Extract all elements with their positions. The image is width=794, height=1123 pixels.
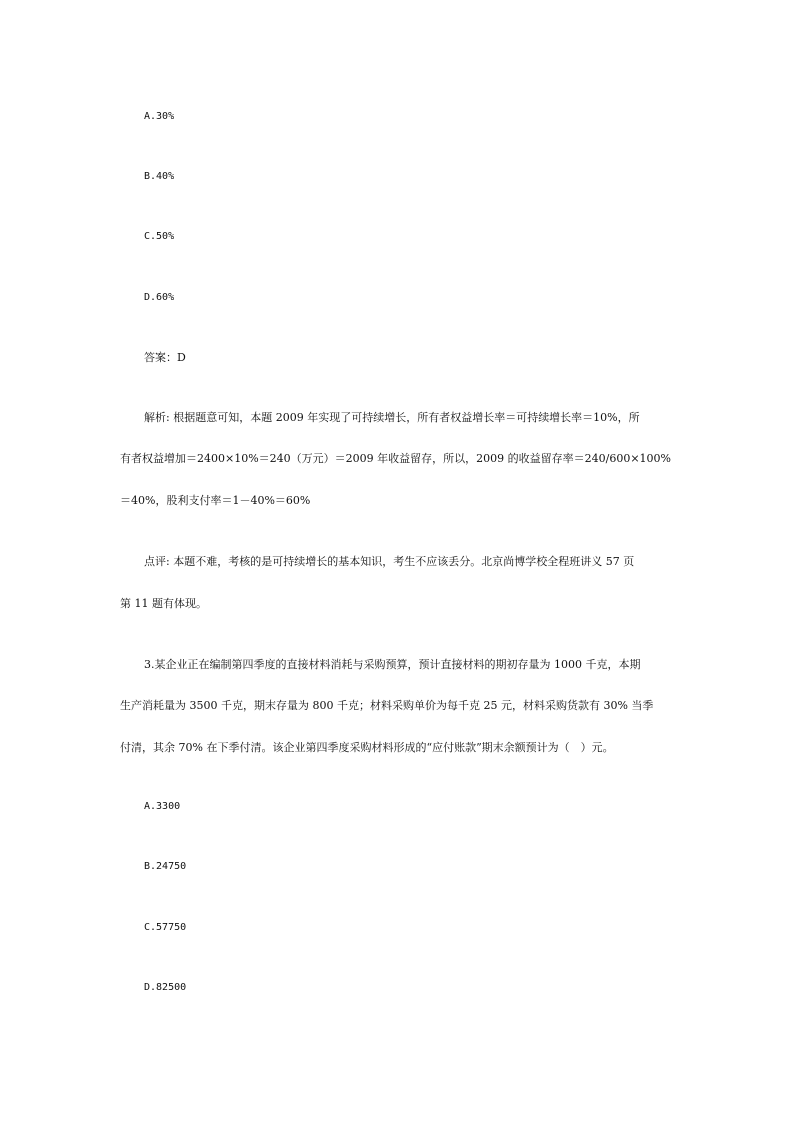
q3-option-c: C.57750 bbox=[144, 922, 187, 933]
q3-stem-line-3: 付清，其余 70% 在下季付清。该企业第四季度采购材料形成的“应付账款”期末余额预计为（ ）元。 bbox=[120, 741, 614, 754]
q3-option-d: D.82500 bbox=[144, 982, 187, 993]
q2-option-a: A.30% bbox=[144, 111, 175, 122]
q2-option-d: D.60% bbox=[144, 292, 175, 303]
q2-analysis-line-3: ＝40%，股利支付率＝1－40%＝60% bbox=[120, 494, 311, 507]
q3-option-a: A.3300 bbox=[144, 801, 181, 812]
q3-stem-line-2: 生产消耗量为 3500 千克，期末存量为 800 千克；材料采购单价为每千克 25 元，材料采购货款有 30% 当季 bbox=[120, 699, 654, 712]
q2-option-c: C.50% bbox=[144, 231, 175, 242]
q2-answer: 答案：D bbox=[144, 351, 186, 364]
q3-stem-line-1: 3.某企业正在编制第四季度的直接材料消耗与采购预算，预计直接材料的期初存量为 1000 千克，本期 bbox=[144, 658, 641, 671]
q3-option-b: B.24750 bbox=[144, 861, 187, 872]
q2-comment-line-2: 第 11 题有体现。 bbox=[120, 597, 207, 610]
q2-analysis-line-2: 有者权益增加＝2400×10%＝240（万元）＝2009 年收益留存，所以，2009 的收益留存率＝240/600×100% bbox=[120, 452, 671, 465]
q2-analysis-line-1: 解析: 根据题意可知，本题 2009 年实现了可持续增长，所有者权益增长率＝可持续增长率＝10%，所 bbox=[144, 411, 640, 424]
q2-option-b: B.40% bbox=[144, 171, 175, 182]
q2-comment-line-1: 点评: 本题不难，考核的是可持续增长的基本知识，考生不应该丢分。北京尚博学校全程班讲义 57 页 bbox=[144, 555, 635, 568]
